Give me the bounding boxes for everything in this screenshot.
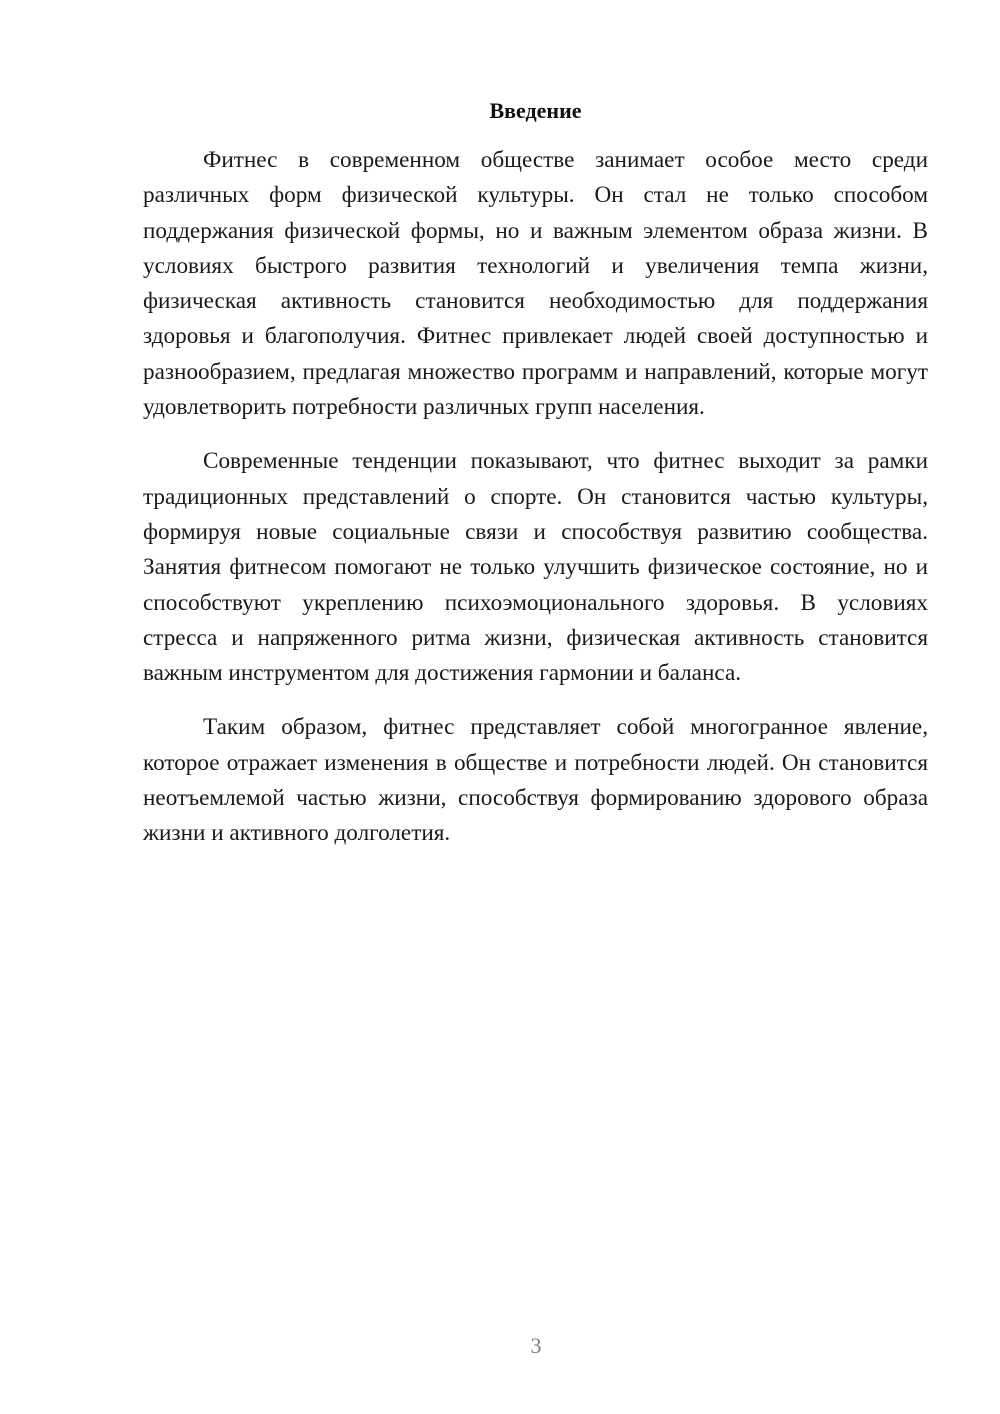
page-number: 3 bbox=[530, 1333, 542, 1358]
paragraph-1: Фитнес в современном обществе занимает особое место среди различных форм физической культуры. Он стал не только способом поддержания физической формы, но и важным элементом образа жизни. В условиях быстрого развития технологий и увеличения темпа жизни, физическая активность становится необходимостью для поддержания здоровья и благополучия. Фитнес привлекает людей своей доступностью и разнообразием, предлагая множество программ и направлений, которые могут удовлетворить потребности различных групп населения. bbox=[143, 147, 928, 421]
section-heading: Введение bbox=[489, 98, 582, 123]
paragraph-2: Современные тенденции показывают, что фитнес выходит за рамки традиционных представлений о спорте. Он становится частью культуры, формируя новые социальные связи и способствуя развитию сообщества. Занятия фитнесом помогают не только улучшить физическое состояние, но и способствуют укреплению психоэмоционального здоровья. В условиях стресса и напряженного ритма жизни, физическая активность становится важным инструментом для достижения гармонии и баланса. bbox=[143, 448, 928, 687]
paragraph-3: Таким образом, фитнес представляет собой многогранное явление, которое отражает изменения в обществе и потребности людей. Он становится неотъемлемой частью жизни, способствуя формированию здорового образа жизни и активного долголетия. bbox=[143, 714, 928, 847]
body-text bbox=[143, 143, 928, 871]
